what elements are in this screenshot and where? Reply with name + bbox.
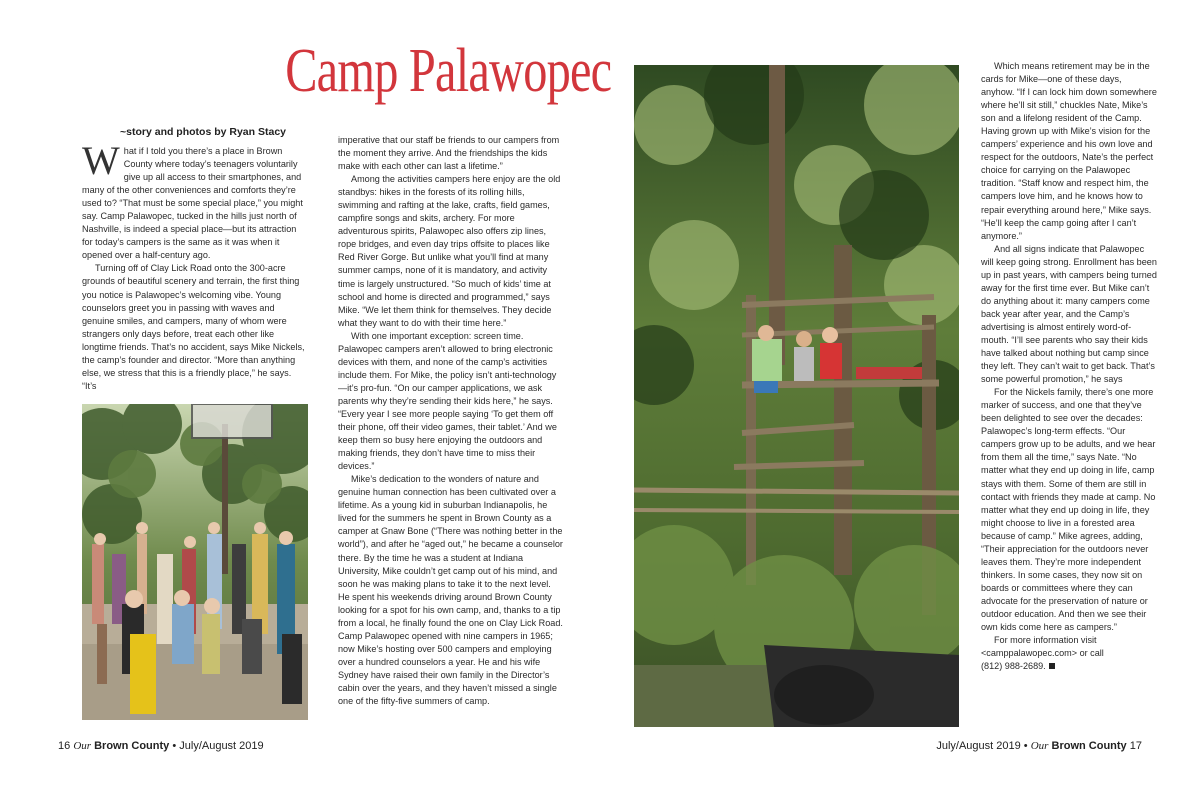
paragraph: imperative that our staff be friends to our campers from the moment they arrive. And the friendships the kids make with each other can last a lifetime.” [338, 135, 560, 172]
magazine-name-our: Our [73, 740, 92, 752]
footer-right [936, 740, 1142, 752]
paragraph: Which means retirement may be in the cards for Mike—one of these days, anyhow. “If I can lock him down somewhere where he’ll sit still,” chuckles Nate, Mike’s son and a lifelong resident of the Camp. Having grown up with Mike’s vision for the campers’ experience and his own love and respect for the outdoors, Nate’s the perfect choice for carrying on the Palawopec tradition. “Staff know and respect him, the campers love him, and he knows how to repair everything around here,” Mike says. “He’ll keep the camp going after I can’t anymore.” [981, 61, 1157, 241]
page-number: 17 [1129, 740, 1142, 752]
magazine-name: Brown County [94, 740, 170, 752]
magazine-name-our: Our [1030, 740, 1049, 752]
end-mark-icon [1049, 663, 1055, 669]
paragraph: Among the activities campers here enjoy are the old standbys: hikes in the forests of its rolling hills, swimming and rafting at the lake, crafts, field games, campfire songs and skits, archery. For more adventurous spirits, Palawopec also offers zip lines, rope bridges, and even day trips offsite to places like Red River Gorge. But unlike what you’ll find at many summer camps, none of it is mandatory, and activity time is largely unstructured. “So much of kids’ time at school and home is directed and programmed,” says Mike. “We let them think for themselves. They decide what they want to do with their time here.” [338, 174, 561, 328]
text-column-3 [981, 60, 1157, 673]
campers-photo [82, 404, 308, 720]
byline: ~story and photos by Ryan Stacy [120, 126, 287, 138]
paragraph: What if I told you there’s a place in Brown County where today’s teenagers voluntarily give up all access to their smartphones, and many of the other conveniences and comforts they’re used to? “That must be some special place,” you might say. Camp Palawopec, tucked in the hills just north of Nashville, is indeed a special place—but its attraction for today’s campers is the same as it was when it opened over a half-century ago. [82, 138, 303, 261]
text-column-1 [82, 138, 308, 393]
issue-date: • July/August 2019 [172, 740, 264, 752]
page-number: 16 [58, 740, 71, 752]
treehouse-photo [634, 65, 959, 727]
paragraph: For more information visit <camppalawopec.com> or call (812) 988-2689. [981, 635, 1104, 672]
paragraph: Mike’s dedication to the wonders of nature and genuine human connection has been cultivated over a lifetime. As a young kid in suburban Indianapolis, he lived for the summers he spent in Brown County as a camper at Gnaw Bone (“There was nothing better in the world”), and after he “aged out,” he became a counselor there. By the time he was a student at Indiana University, Mike couldn’t get camp out of his mind, and soon he was making plans to take it to the next level. He spent his weekends driving around Brown County looking for a spot for his own camp, and, thanks to a tip from a local, he finally found the one on Clay Lick Road. Camp Palawopec opened with nine campers in 1965; now Mike’s hosting over 500 campers and employing over a hundred counselors a year. He and his wife Sydney have raised their own family in the Director’s cabin over the years, and they haven’t missed a single one of the fifty-five summers of camp. [338, 474, 563, 707]
paragraph: With one important exception: screen time. Palawopec campers aren’t allowed to bring electronic devices with them, and none of the camp’s activities include them. For Mike, the policy isn’t anti-technology—it’s pro-fun. “On our camper applications, we ask parents why they’re sending their kids here,” he says. “Every year I see more people saying ‘To get them off their phone, off their video games, their tablet.’ And we keep them so busy here enjoying the outdoors and making friends, they don’t have time to miss their devices.” [338, 330, 557, 472]
magazine-name: Brown County [1051, 740, 1127, 752]
article-title: Camp Palawopec [285, 37, 612, 105]
drop-cap: W [82, 138, 120, 183]
treehouse-photo-graphic [634, 65, 959, 727]
paragraph: Turning off of Clay Lick Road onto the 300-acre grounds of beautiful scenery and terrain, the first thing you notice is Palawopec’s welcoming vibe. Young counselors greet you in passing with waves and genuine smiles, and campers, many of whom were strangers only days before, treat each other like longtime friends. That’s no accident, says Mike Nickels, the camp’s founder and director. “More than anything else, we stress that this is a friendly place,” he says. “It’s [82, 263, 305, 391]
campers-photo-graphic [82, 404, 308, 720]
issue-date: July/August 2019 • [936, 740, 1028, 752]
phone-number: (812) 988-2689. [981, 661, 1046, 672]
paragraph: And all signs indicate that Palawopec will keep going strong. Enrollment has been up in past years, with campers being turned away for the first time ever. But Mike can’t do anything about it: many campers come back year after year, and the Camp’s advertising is almost entirely word-of-mouth. “I’ll see parents who say their kids have talked about nothing but camp since they left. They can’t wait to get back. That’s some powerful promotion,” he says [981, 243, 1157, 385]
paragraph: For the Nickels family, there’s one more marker of success, and one that they’ve been delighted to see over the decades: Palawopec’s long-term effects. “Our campers grow up to be adults, and we hear from them all the time,” says Nate. “No matter what they end up doing in life, camp stays with them. Some of them are still in contact with friends they made at camp. No matter what they end up doing in life, they might choose to live in a forested area because of camp.” Mike agrees, adding, “Their appreciation for the outdoors never leaves them. They’re more independent thinkers. In some cases, they now sit on boards or committees where they can advocate for the preservation of nature or outdoor education. And then we see their own kids come here as campers.” [981, 387, 1156, 633]
footer-left [58, 740, 264, 752]
text-column-2 [338, 134, 564, 708]
